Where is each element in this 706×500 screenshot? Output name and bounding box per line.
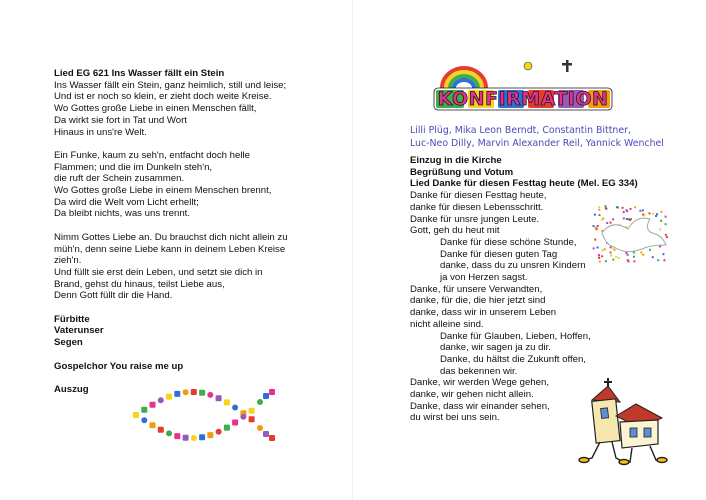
text-line: Danke, wir werden Wege gehen, bbox=[410, 377, 550, 389]
fish-symbol-icon bbox=[183, 389, 189, 395]
text-line: Flammen; und die im Dunkeln steh'n, bbox=[54, 161, 213, 173]
text-line: danke, wir sagen ja zu dir. bbox=[440, 342, 551, 354]
fish-symbol-icon bbox=[216, 429, 222, 435]
names-line: Lilli Plüg, Mika Leon Berndt, Constantin Bittner, bbox=[410, 125, 631, 136]
text-line bbox=[54, 349, 288, 361]
fish-symbol-icon bbox=[158, 397, 164, 403]
logo-text: KONFIRMATION bbox=[437, 88, 609, 110]
fish-symbol-icon bbox=[166, 430, 172, 436]
fish-symbol-icon bbox=[207, 392, 213, 398]
fish-symbol-icon bbox=[191, 435, 197, 441]
text-line: Danke, für unsere Verwandten, bbox=[410, 283, 543, 295]
text-line: Danke für diesen Festtag heute, bbox=[410, 190, 547, 202]
text-line: Nimm Gottes Liebe an. Du brauchst dich nicht allein zu bbox=[54, 231, 288, 243]
ichthys-fish-icon bbox=[128, 380, 278, 450]
cross-icon bbox=[562, 60, 572, 72]
fish-symbol-icon bbox=[141, 407, 147, 413]
text-line: das bekennen wir. bbox=[440, 365, 518, 377]
text-line: Danke für diese schöne Stunde, bbox=[440, 236, 577, 248]
fish-symbol-icon bbox=[249, 408, 255, 414]
text-line: Und ist er noch so klein, er zieht doch weite Kreise. bbox=[54, 91, 272, 103]
text-line: Fürbitte bbox=[54, 313, 90, 325]
left-page-text bbox=[54, 68, 288, 396]
text-line: Vaterunser bbox=[54, 325, 104, 337]
text-line: Ins Wasser fällt ein Stein, ganz heimlich, still und leise; bbox=[54, 79, 287, 91]
text-line: Brand, gehst du hinaus, teilst Liebe aus, bbox=[54, 278, 225, 290]
text-line: Wo Gottes große Liebe in einem Menschen brennt, bbox=[54, 185, 272, 197]
fish-symbol-icon bbox=[224, 399, 230, 405]
fish-symbol-icon bbox=[133, 412, 139, 418]
text-line: Danke, dass wir einander sehen, bbox=[410, 400, 550, 412]
fish-symbol-icon bbox=[216, 395, 222, 401]
text-line: danke, dass du zu unsren Kindern bbox=[440, 260, 586, 272]
fish-symbol-icon bbox=[199, 390, 205, 396]
text-line: müh'n, denn seine Liebe kann in deinem Leben Kreise bbox=[54, 243, 286, 255]
text-line: danke, wir gehen nicht allein. bbox=[410, 389, 534, 401]
text-line: Einzug in die Kirche bbox=[410, 155, 502, 166]
text-line bbox=[54, 302, 288, 314]
fish-symbol-icon bbox=[183, 435, 189, 441]
fish-symbol-icon bbox=[257, 425, 263, 431]
rainbow-icon bbox=[442, 68, 486, 88]
fish-symbol-icon bbox=[158, 427, 164, 433]
text-line: Denn Gott füllt dir die Hand. bbox=[54, 290, 173, 302]
page-fold bbox=[352, 0, 353, 500]
fish-symbol-icon bbox=[263, 393, 269, 399]
fish-symbol-icon bbox=[269, 435, 275, 441]
fish-symbol-icon bbox=[232, 420, 238, 426]
fish-symbol-icon bbox=[141, 417, 147, 423]
fish-symbol-icon bbox=[150, 402, 156, 408]
konfirmation-logo bbox=[428, 58, 618, 116]
text-line: Lied Danke für diesen Festtag heute (Mel. EG 334) bbox=[410, 178, 638, 190]
fish-symbol-icon bbox=[269, 389, 275, 395]
fish-symbol-icon bbox=[150, 422, 156, 428]
text-line: Begrüßung und Votum bbox=[410, 166, 514, 178]
text-line: zieh'n. bbox=[54, 255, 82, 267]
text-line: Danke für unsre jungen Leute. bbox=[410, 213, 540, 225]
text-line: Da wird die Welt vom Licht erhellt; bbox=[54, 196, 199, 208]
text-line: Danke für diesen guten Tag bbox=[440, 248, 558, 260]
church-tower-icon bbox=[592, 378, 620, 443]
text-line: ja von Herzen sagst. bbox=[440, 272, 528, 284]
text-line: Auszug bbox=[54, 383, 89, 395]
fish-symbol-icon bbox=[207, 432, 213, 438]
fish-symbol-icon bbox=[166, 394, 172, 400]
text-line: danke, für die, die hier jetzt sind bbox=[410, 295, 546, 307]
names-line: Luc-Neo Dilly, Marvin Alexander Reil, Yannick Wenchel bbox=[410, 138, 664, 149]
text-line: Ein Funke, kaum zu seh'n, entfacht doch helle bbox=[54, 149, 250, 161]
fish-symbol-icon bbox=[174, 433, 180, 439]
fish-symbol-icon bbox=[232, 405, 238, 411]
confirmand-names bbox=[410, 124, 664, 150]
text-line: nicht alleine sind. bbox=[410, 318, 484, 330]
fish-symbol-icon bbox=[263, 431, 269, 437]
text-line: Gott, geh du heut mit bbox=[410, 225, 500, 237]
fish-symbol-icon bbox=[224, 425, 230, 431]
fish-symbol-icon bbox=[257, 399, 263, 405]
text-line bbox=[54, 220, 288, 232]
text-line: Da bleibt nichts, was uns trennt. bbox=[54, 208, 190, 220]
fish-symbol-icon bbox=[174, 391, 180, 397]
text-line: Da wirkt sie fort in Tat und Wort bbox=[54, 114, 187, 126]
text-line bbox=[54, 138, 288, 150]
text-line: Gospelchor You raise me up bbox=[54, 360, 184, 372]
text-line: danke für diesen Lebensschritt. bbox=[410, 201, 544, 213]
dancing-church-icon bbox=[570, 378, 670, 468]
text-line: Wo Gottes große Liebe in einen Menschen fällt, bbox=[54, 103, 257, 115]
text-line: Danke für Glauben, Lieben, Hoffen, bbox=[440, 330, 591, 342]
text-line: Danke, du hältst die Zukunft offen, bbox=[440, 353, 586, 365]
fish-symbol-icon bbox=[199, 434, 205, 440]
confetti-dove-icon bbox=[592, 205, 672, 265]
sun-icon bbox=[524, 62, 532, 70]
church-nave-icon bbox=[616, 404, 662, 448]
fish-symbol-icon bbox=[249, 416, 255, 422]
fish-symbol-icon bbox=[240, 414, 246, 420]
text-line: Und füllt sie erst dein Leben, und setzt sie dich in bbox=[54, 266, 263, 278]
text-line: Segen bbox=[54, 337, 83, 349]
text-line: du wirst bei uns sein. bbox=[410, 412, 500, 424]
text-line: danke, dass wir in unserem Leben bbox=[410, 307, 557, 319]
fish-symbol-icon bbox=[191, 389, 197, 395]
text-line: die ruft der Schein zusammen. bbox=[54, 173, 185, 185]
text-line: Hinaus in uns're Welt. bbox=[54, 126, 147, 138]
text-line: Lied EG 621 Ins Wasser fällt ein Stein bbox=[54, 68, 225, 79]
